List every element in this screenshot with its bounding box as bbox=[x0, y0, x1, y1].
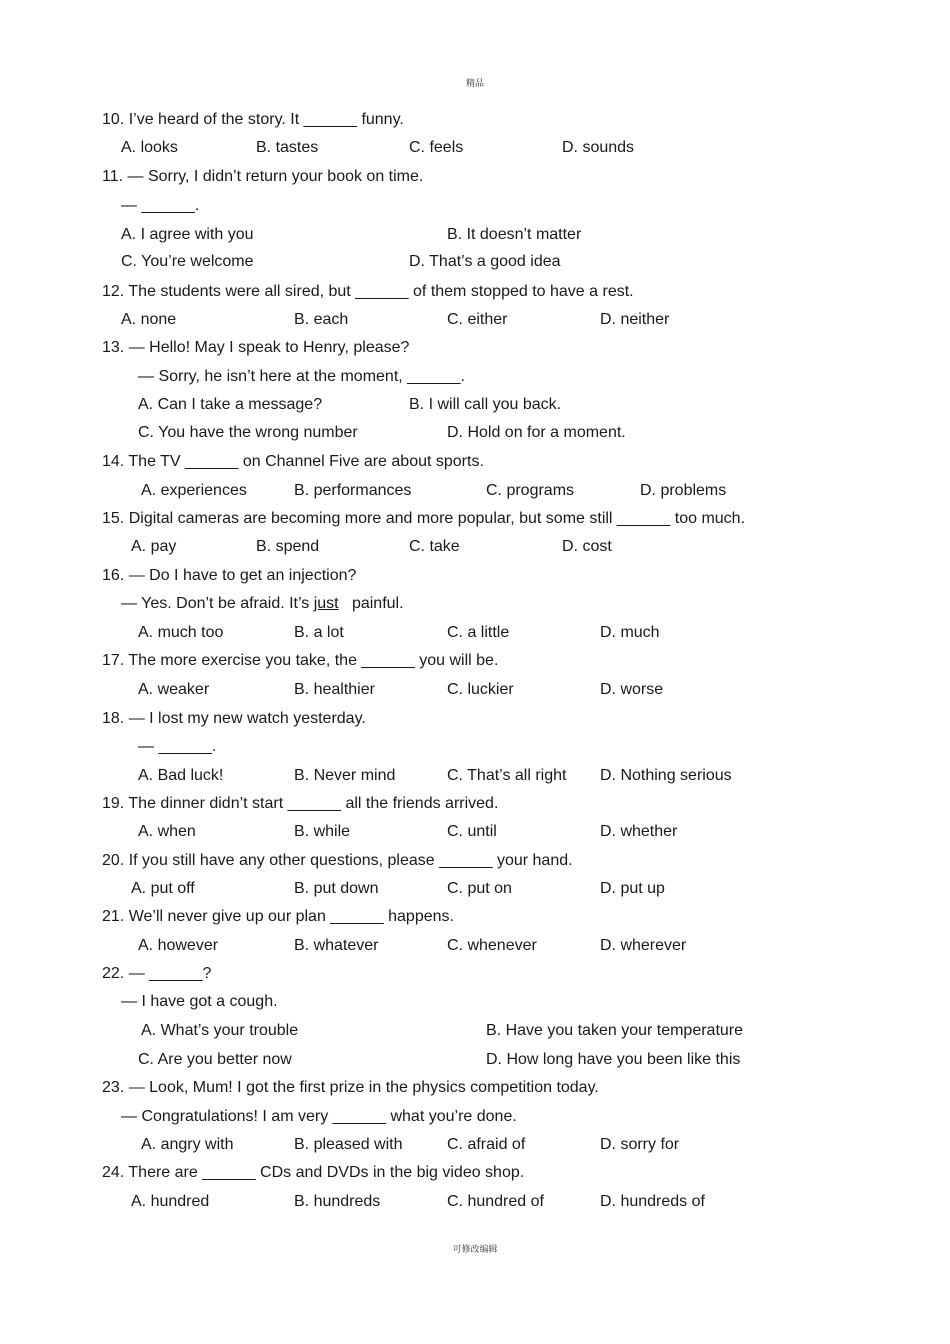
option-b: B. hundreds bbox=[294, 1193, 381, 1210]
option-c: C. either bbox=[447, 311, 508, 328]
option-c: C. programs bbox=[486, 482, 575, 499]
option-d: D. wherever bbox=[600, 937, 687, 954]
option-b: B. a lot bbox=[294, 624, 344, 641]
option-c: C. feels bbox=[409, 139, 464, 156]
option-a: A. Can I take a message? bbox=[138, 396, 323, 413]
reply-line: — ______. bbox=[138, 738, 217, 755]
option-d: D. problems bbox=[640, 482, 727, 499]
question-16: 16. — Do I have to get an injection? bbox=[102, 567, 357, 584]
question-12: 12. The students were all sired, but ______ of them stopped to have a rest. bbox=[102, 283, 634, 300]
question-20: 20. If you still have any other questions, please ______ your hand. bbox=[102, 852, 573, 869]
option-b: B. each bbox=[294, 311, 349, 328]
option-b: B. performances bbox=[294, 482, 412, 499]
option-c: C. until bbox=[447, 823, 497, 840]
option-c: C. hundred of bbox=[447, 1193, 544, 1210]
question-18: 18. — I lost my new watch yesterday. bbox=[102, 710, 366, 727]
option-a: A. put off bbox=[131, 880, 195, 897]
option-d: D. That’s a good idea bbox=[409, 253, 561, 270]
reply-line: — Yes. Don’t be afraid. It’s just painful. bbox=[121, 595, 404, 612]
option-d: D. hundreds of bbox=[600, 1193, 705, 1210]
option-a: A. pay bbox=[131, 538, 177, 555]
option-b: B. Never mind bbox=[294, 767, 396, 784]
option-a: A. What’s your trouble bbox=[141, 1022, 299, 1039]
question-19: 19. The dinner didn’t start ______ all the friends arrived. bbox=[102, 795, 499, 812]
option-c: C. You’re welcome bbox=[121, 253, 254, 270]
option-d: D. cost bbox=[562, 538, 612, 555]
reply-line: — Sorry, he isn’t here at the moment, ______. bbox=[138, 368, 465, 385]
reply-line: — ______. bbox=[121, 197, 200, 214]
option-b: B. spend bbox=[256, 538, 320, 555]
option-b: B. tastes bbox=[256, 139, 319, 156]
option-d: D. How long have you been like this bbox=[486, 1051, 741, 1068]
option-d: D. Hold on for a moment. bbox=[447, 424, 626, 441]
question-24: 24. There are ______ CDs and DVDs in the big video shop. bbox=[102, 1164, 525, 1181]
option-a: A. experiences bbox=[141, 482, 247, 499]
option-d: D. worse bbox=[600, 681, 664, 698]
option-c: C. afraid of bbox=[447, 1136, 526, 1153]
option-d: D. sounds bbox=[562, 139, 635, 156]
option-c: C. a little bbox=[447, 624, 510, 641]
option-a: A. however bbox=[138, 937, 219, 954]
option-a: A. much too bbox=[138, 624, 224, 641]
option-a: A. weaker bbox=[138, 681, 210, 698]
option-d: D. much bbox=[600, 624, 660, 641]
option-b: B. It doesn’t matter bbox=[447, 226, 582, 243]
question-10: 10. I’ve heard of the story. It ______ funny. bbox=[102, 111, 404, 128]
option-c: C. whenever bbox=[447, 937, 537, 954]
option-a: A. when bbox=[138, 823, 196, 840]
question-11: 11. — Sorry, I didn’t return your book on time. bbox=[102, 168, 424, 185]
option-b: B. healthier bbox=[294, 681, 375, 698]
option-c: C. That’s all right bbox=[447, 767, 567, 784]
question-17: 17. The more exercise you take, the ______ you will be. bbox=[102, 652, 499, 669]
question-15: 15. Digital cameras are becoming more and more popular, but some still ______ too much. bbox=[102, 510, 746, 527]
reply-line: — I have got a cough. bbox=[121, 993, 278, 1010]
option-b: B. put down bbox=[294, 880, 379, 897]
page-header: 精品 bbox=[465, 78, 484, 88]
option-c: C. take bbox=[409, 538, 460, 555]
option-c: C. luckier bbox=[447, 681, 514, 698]
reply-line: — Congratulations! I am very ______ what you’re done. bbox=[121, 1108, 517, 1125]
option-a: A. I agree with you bbox=[121, 226, 254, 243]
option-b: B. whatever bbox=[294, 937, 379, 954]
option-a: A. hundred bbox=[131, 1193, 210, 1210]
question-13: 13. — Hello! May I speak to Henry, please? bbox=[102, 339, 410, 356]
option-d: D. Nothing serious bbox=[600, 767, 732, 784]
question-14: 14. The TV ______ on Channel Five are about sports. bbox=[102, 453, 484, 470]
option-b: B. while bbox=[294, 823, 351, 840]
option-a: A. none bbox=[121, 311, 177, 328]
option-d: D. sorry for bbox=[600, 1136, 680, 1153]
option-b: B. I will call you back. bbox=[409, 396, 562, 413]
question-21: 21. We’ll never give up our plan ______ happens. bbox=[102, 908, 454, 925]
option-a: A. looks bbox=[121, 139, 178, 156]
option-d: D. neither bbox=[600, 311, 670, 328]
option-c: C. Are you better now bbox=[138, 1051, 292, 1068]
question-23: 23. — Look, Mum! I got the first prize in the physics competition today. bbox=[102, 1079, 599, 1096]
option-d: D. whether bbox=[600, 823, 678, 840]
option-c: C. You have the wrong number bbox=[138, 424, 358, 441]
option-c: C. put on bbox=[447, 880, 512, 897]
option-a: A. Bad luck! bbox=[138, 767, 224, 784]
page-footer: 可修改编辑 bbox=[452, 1244, 498, 1254]
option-d: D. put up bbox=[600, 880, 665, 897]
question-22: 22. — ______? bbox=[102, 965, 212, 982]
option-b: B. pleased with bbox=[294, 1136, 403, 1153]
option-b: B. Have you taken your temperature bbox=[486, 1022, 744, 1039]
option-a: A. angry with bbox=[141, 1136, 234, 1153]
